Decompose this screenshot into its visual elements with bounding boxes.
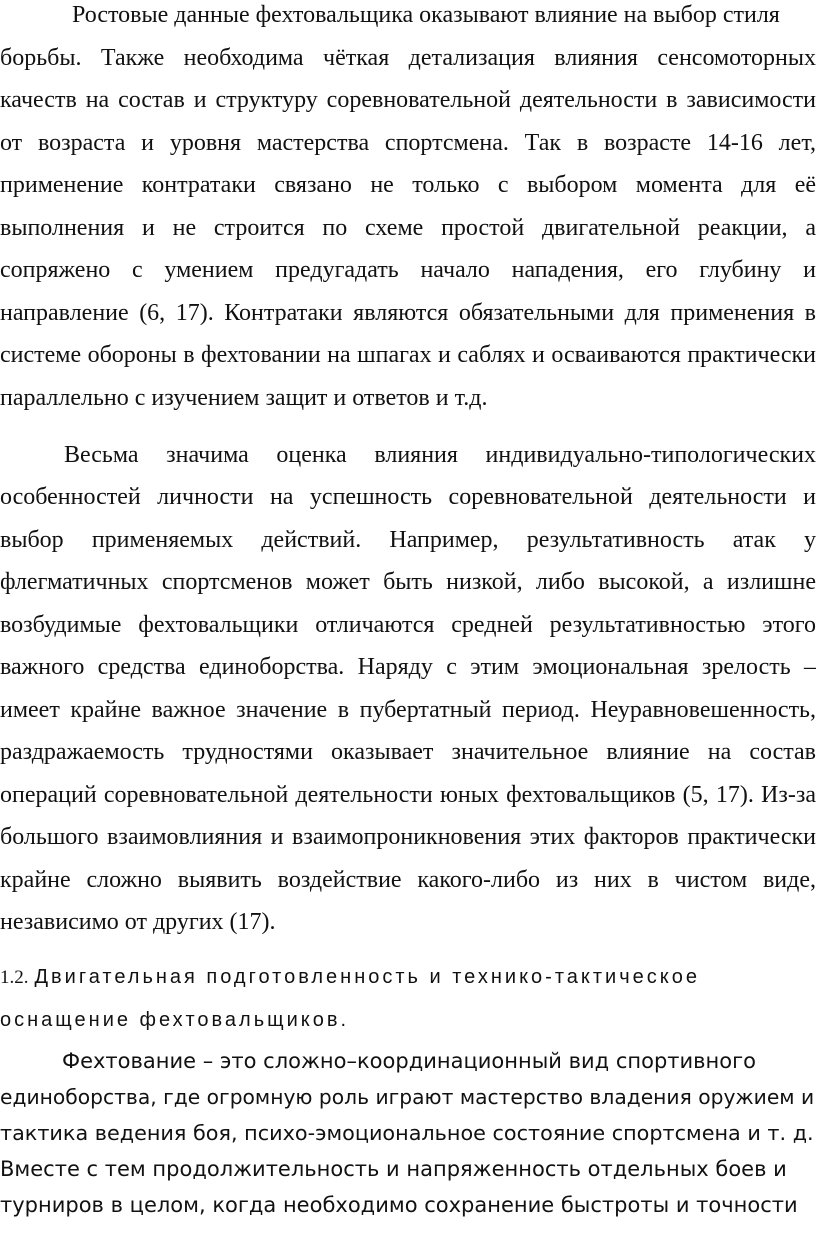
paragraph2-line: важного средства единоборства. Наряду с этим эмоциональная зрелость – — [0, 654, 816, 680]
paragraph2-line: особенностей личности на успешность соревновательной деятельности и — [0, 484, 816, 510]
paragraph1-line: борьбы. Также необходима чёткая детализация влияния сенсомоторных — [0, 45, 816, 71]
paragraph1-line: Ростовые данные фехтовальщика оказывают влияние на выбор стиля — [72, 2, 780, 28]
paragraph2-line: независимо от других (17). — [0, 909, 276, 935]
paragraph1-line: направление (6, 17). Контратаки являются обязательными для применения в — [0, 300, 816, 326]
paragraph2-line: выбор применяемых действий. Например, результативность атак у — [0, 527, 816, 553]
paragraph2-line: раздражаемость трудностями оказывает значительное влияние на состав — [0, 739, 816, 765]
paragraph3-line: единоборства, где огромную роль играют мастерство владения оружием и — [0, 1085, 815, 1109]
paragraph3-line: турниров в целом, когда необходимо сохранение быстроты и точности — [0, 1193, 798, 1217]
paragraph1-line: сопряжено с умением предугадать начало нападения, его глубину и — [0, 257, 816, 283]
paragraph2-line: возбудимые фехтовальщики отличаются средней результативностью этого — [0, 612, 816, 638]
paragraph2-line: имеет крайне важное значение в пубертатный период. Неуравновешенность, — [0, 697, 816, 723]
section-number: 1.2. — [0, 967, 29, 988]
paragraph3-line: тактика ведения боя, психо-эмоциональное состояние спортсмена и т. д. — [0, 1121, 814, 1145]
paragraph3-line: Фехтование – это сложно–координационный вид спортивного — [62, 1049, 757, 1073]
paragraph2-line: операций соревновательной деятельности юных фехтовальщиков (5, 17). Из-за — [0, 782, 816, 808]
paragraph1-line: качеств на состав и структуру соревновательной деятельности в зависимости — [0, 87, 816, 113]
paragraph1-line: выполнения и не строится по схеме простой двигательной реакции, а — [0, 215, 816, 241]
paragraph3-line: Вместе с тем продолжительность и напряженность отдельных боев и — [0, 1157, 787, 1181]
paragraph1-line: параллельно с изучением защит и ответов и т.д. — [0, 385, 488, 411]
section-heading — [0, 962, 816, 992]
section-title-line2: оснащение фехтовальщиков. — [0, 1009, 350, 1031]
paragraph1-line: системе обороны в фехтовании на шпагах и саблях и осваиваются практически — [0, 342, 816, 368]
paragraph2-line: большого взаимовлияния и взаимопроникновения этих факторов практически — [0, 824, 816, 850]
paragraph2-line: Весьма значима оценка влияния индивидуально-типологических — [64, 442, 816, 468]
paragraph2-line: крайне сложно выявить воздействие какого-либо из них в чистом виде, — [0, 867, 816, 893]
section-title-line1: Двигательная подготовленность и технико-тактическое — [34, 966, 700, 988]
paragraph1-line: применение контратаки связано не только с выбором момента для её — [0, 172, 816, 198]
paragraph2-line: флегматичных спортсменов может быть низкой, либо высокой, а излишне — [0, 569, 816, 595]
paragraph1-line: от возраста и уровня мастерства спортсмена. Так в возрасте 14-16 лет, — [0, 130, 816, 156]
